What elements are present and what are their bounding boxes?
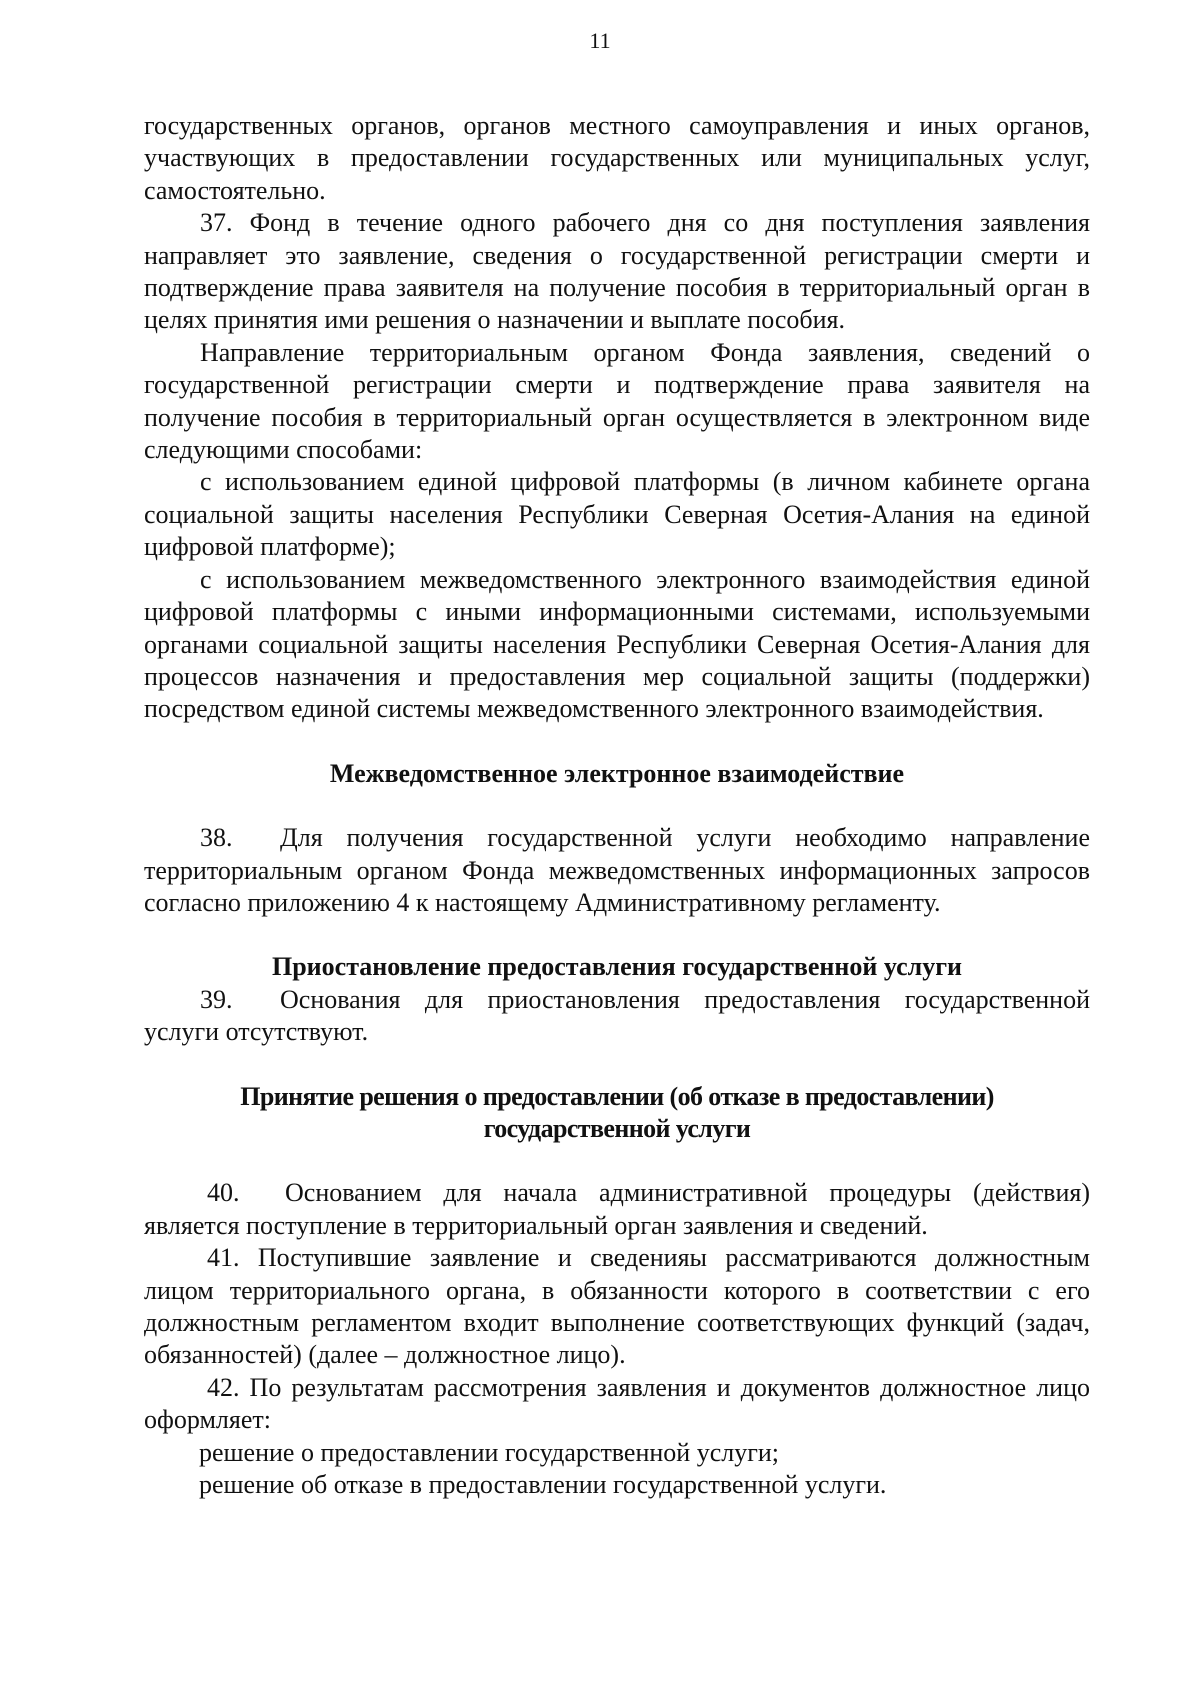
paragraph-38 <box>144 822 1090 919</box>
list-item-grant: решение о предоставлении государственной услуги; <box>199 1437 780 1467</box>
paragraph-40-text: Основанием для начала административной процедуры (действия) является поступление в территориальный орган заявления и сведений. <box>144 1178 1090 1240</box>
page-number: 11 <box>589 28 611 53</box>
heading-interagency-interaction: Межведомственное электронное взаимодействие <box>329 758 905 788</box>
paragraph-39-number: 39. <box>200 984 233 1014</box>
paragraph-41: 41. Поступившие заявление и сведенияы рассматриваются должностным лицом территориального органа, в обязанности которого в соответствии с его должностным регламентом входит выполнение соответствующих функций (задач, обязанностей) (далее – должностное лицо). <box>144 1243 1090 1370</box>
paragraph-40 <box>144 1177 1090 1242</box>
paragraph-38-number: 38. <box>200 823 233 853</box>
paragraph-39 <box>144 984 1090 1049</box>
heading-decision <box>144 1081 1090 1146</box>
paragraph-37-methods: Направление территориальным органом Фонда заявления, сведений о государственной регистрации смерти и подтверждение права заявителя на получение пособия в территориальный орган осуществляется в электронном виде следующими способами: <box>144 337 1090 465</box>
paragraph-40-number: 40. <box>207 1178 240 1208</box>
list-item-refusal: решение об отказе в предоставлении государственной услуги. <box>199 1470 887 1500</box>
heading-suspension: Приостановление предоставления государственной услуги <box>271 952 962 982</box>
paragraph-continuation: государственных органов, органов местного самоуправления и иных органов, участвующих в предоставлении государственных или муниципальных услуг, самостоятельно. <box>144 111 1090 205</box>
heading-decision-line-2: государственной услуги <box>483 1113 751 1143</box>
heading-decision-line-1: Принятие решения о предоставлении (об отказе в предоставлении) <box>240 1081 994 1111</box>
document-body <box>144 110 1090 1501</box>
paragraph-42: 42. По результатам рассмотрения заявления и документов должностное лицо оформляет: <box>144 1372 1090 1435</box>
paragraph-37: 37. Фонд в течение одного рабочего дня со дня поступления заявления направляет это заявление, сведения о государственной регистрации смерти и подтверждение права заявителя на получение пособия в территориальный орган в целях принятия ими решения о назначении и выплате пособия. <box>144 208 1090 335</box>
paragraph-39-text: Основания для приостановления предоставления государственной услуги отсутствуют. <box>144 984 1090 1047</box>
paragraph-37-method-2: с использованием межведомственного электронного взаимодействия единой цифровой платформы с иными информационными системами, используемыми органами социальной защиты населения Республики Северная Осетия-Алания для процессов назначения и предоставления мер социальной защиты (поддержки) посредством единой системы межведомственного электронного взаимодействия. <box>144 564 1090 724</box>
paragraph-38-text: Для получения государственной услуги необходимо направление территориальным органом Фонда межведомственных информационных запросов согласно приложению 4 к настоящему Административному регламенту. <box>144 823 1090 917</box>
paragraph-37-method-1: с использованием единой цифровой платформы (в личном кабинете органа социальной защиты населения Республики Северная Осетия-Алания на единой цифровой платформе); <box>144 467 1090 562</box>
